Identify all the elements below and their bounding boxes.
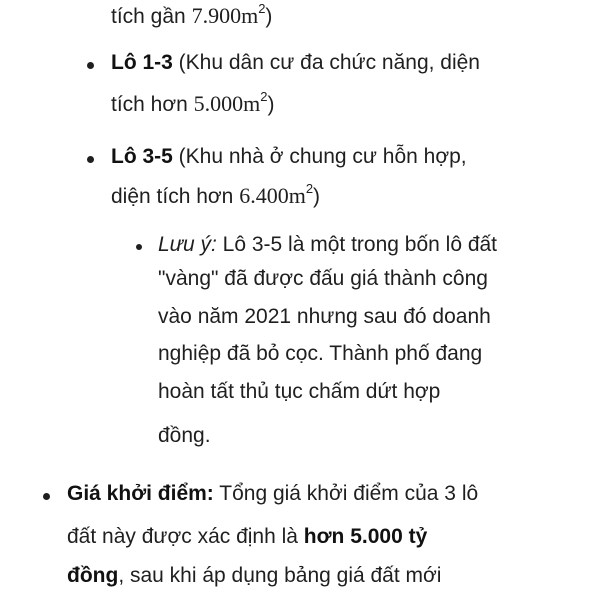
lot-description: (Khu nhà ở chung cư hỗn hợp, [172,145,467,168]
text: ) [313,185,321,208]
lot-area-line [111,88,275,120]
note-text: đồng. [158,424,211,447]
note-text: nghiệp đã bỏ cọc. Thành phố đang [158,342,483,365]
price-label: Giá khởi điểm: [67,482,214,505]
bullet-icon [43,493,50,500]
price-line [67,478,478,509]
area-unit-sup: 2 [305,181,314,196]
note-line [158,376,440,407]
note-line [158,229,497,260]
text: diện tích hơn [111,185,240,208]
area-value: 5.000m [193,91,261,116]
note-text: vào năm 2021 nhưng sau đó doanh [158,305,491,328]
price-line [67,521,427,552]
lot-description: (Khu dân cư đa chức năng, diện [172,51,480,74]
area-unit-sup: 2 [260,89,268,104]
note-line [158,420,211,451]
sub-bullet-icon [136,244,142,250]
note-label: Lưu ý: [158,233,217,256]
note-text: Lô 3-5 là một trong bốn lô đất [216,233,498,256]
lot-name: Lô 1-3 [111,51,173,74]
price-amount: hơn 5.000 tỷ [303,525,428,548]
text: ) [265,5,273,28]
lot-area-line [111,180,320,212]
area-value: 6.400m [239,183,306,208]
bullet-icon [87,156,94,163]
text: ) [267,93,275,116]
note-line [158,263,488,294]
price-line [67,560,441,591]
lot-area-line [111,0,272,32]
area-value: 7.900m [191,3,259,28]
list-item [111,47,480,78]
note-text: hoàn tất thủ tục chấm dứt hợp [158,380,441,403]
price-text: , sau khi áp dụng bảng giá đất mới [118,564,442,587]
bullet-icon [87,62,94,69]
area-unit-sup: 2 [258,1,266,16]
lot-name: Lô 3-5 [111,145,173,168]
note-text: "vàng" đã được đấu giá thành công [158,267,488,290]
price-amount: đồng [67,564,119,587]
note-line [158,338,482,369]
text: tích gần [111,5,192,28]
price-text: đất này được xác định là [67,525,304,548]
note-line [158,301,491,332]
list-item [111,141,467,172]
price-text: Tổng giá khởi điểm của 3 lô [213,482,479,505]
text: tích hơn [111,93,194,116]
